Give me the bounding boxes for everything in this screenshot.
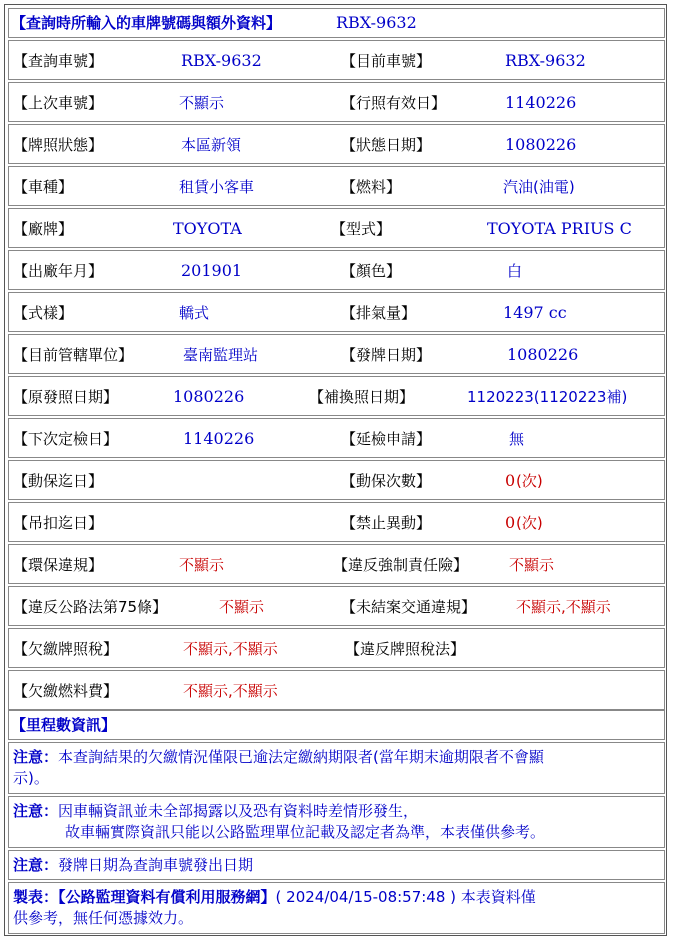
note-text: 本查詢結果的欠繳情況僅限已逾法定繳納期限者(當年期末逾期限者不會顯 (58, 748, 544, 766)
note-overdue (13, 747, 660, 789)
field-value: TOYOTA PRIUS C (487, 219, 632, 238)
info-row (8, 82, 665, 122)
note-key: 注意： (13, 856, 59, 874)
info-row (8, 586, 665, 626)
note-overdue-row (8, 742, 665, 794)
info-row (8, 334, 665, 374)
field-value: 不顯示,不顯示 (183, 640, 278, 658)
field-value: RBX-9632 (181, 51, 262, 70)
field-label: 【牌照狀態】 (13, 136, 104, 154)
field-label: 【違反牌照稅法】 (345, 640, 466, 658)
info-row (8, 166, 665, 206)
info-row (8, 250, 665, 290)
field-label: 【燃料】 (341, 178, 402, 196)
field-label: 【型式】 (331, 220, 392, 238)
tabulation-key: 製表： (13, 888, 59, 906)
note-issue-date-row (8, 850, 665, 880)
field-label: 【上次車號】 (13, 94, 104, 112)
note-text: 示)。 (13, 769, 49, 787)
info-row (8, 544, 665, 584)
field-value: 臺南監理站 (183, 346, 259, 364)
note-disclaimer-row (8, 796, 665, 848)
field-label: 【環保違規】 (13, 556, 104, 574)
field-unit: (次) (516, 514, 543, 532)
note-issue-date (13, 855, 660, 876)
field-value: 1080226 (505, 135, 577, 154)
note-text: 故車輛實際資訊只能以公路監理單位記載及認定者為準，本表僅供參考。 (65, 823, 546, 841)
info-row (8, 628, 665, 668)
field-value: 汽油(油電) (503, 178, 575, 196)
field-label: 【禁止異動】 (341, 514, 432, 532)
field-value: 不顯示 (509, 556, 555, 574)
field-value: 不顯示 (179, 94, 225, 112)
header-title-value: RBX-9632 (336, 13, 417, 32)
field-label: 【下次定檢日】 (13, 430, 119, 448)
field-value: 白 (507, 262, 523, 280)
field-value: 1080226 (507, 345, 579, 364)
note-text: 發牌日期為查詢車號發出日期 (58, 856, 254, 874)
info-row (8, 376, 665, 416)
field-value: 不顯示 (219, 598, 265, 616)
info-row (8, 292, 665, 332)
field-label: 【車種】 (13, 178, 74, 196)
info-row (8, 418, 665, 458)
field-value: 1497 cc (503, 303, 567, 322)
note-text: 因車輛資訊並未全部揭露以及恐有資料時差情形發生， (58, 802, 419, 820)
info-row (8, 208, 665, 248)
tabulation-text: ( 2024/04/15-08:57:48 ) 本表資料僅 (275, 888, 536, 906)
field-label: 【廠牌】 (13, 220, 74, 238)
info-row (8, 40, 665, 80)
field-value: 租賃小客車 (179, 178, 255, 196)
field-label: 【未結案交通違規】 (341, 598, 477, 616)
field-label: 【出廠年月】 (13, 262, 104, 280)
note-disclaimer (13, 801, 660, 843)
service-link[interactable]: 【公路監理資料有償利用服務網】 (58, 888, 276, 906)
field-label: 【欠繳牌照稅】 (13, 640, 119, 658)
field-label: 【目前管轄單位】 (13, 346, 134, 364)
info-row (8, 124, 665, 164)
field-label: 【排氣量】 (341, 304, 417, 322)
field-value: 0 (505, 471, 516, 490)
field-label: 【查詢車號】 (13, 52, 104, 70)
header-title-label: 【查詢時所輸入的車牌號碼與額外資料】 (11, 14, 282, 32)
tabulation-note (13, 887, 660, 929)
field-label: 【發牌日期】 (341, 346, 432, 364)
field-value: 1080226 (173, 387, 245, 406)
field-label: 【違反公路法第75條】 (13, 598, 168, 616)
field-value: 201901 (181, 261, 243, 280)
field-label: 【補換照日期】 (309, 388, 415, 406)
mileage-row (8, 710, 665, 740)
field-value: 1120223(1120223補) (467, 388, 628, 406)
header-row (8, 8, 665, 38)
field-value: RBX-9632 (505, 51, 586, 70)
info-row (8, 502, 665, 542)
field-value: 1140226 (183, 429, 255, 448)
info-row (8, 670, 665, 710)
field-value: 0 (505, 513, 516, 532)
info-row (8, 460, 665, 500)
field-label: 【動保次數】 (341, 472, 432, 490)
field-value: 1140226 (505, 93, 577, 112)
mileage-label: 【里程數資訊】 (11, 716, 117, 734)
field-unit: (次) (516, 472, 543, 490)
field-label: 【行照有效日】 (341, 94, 447, 112)
field-label: 【式樣】 (13, 304, 74, 322)
field-value: 轎式 (179, 304, 210, 322)
field-value: 本區新領 (181, 136, 242, 154)
field-value: TOYOTA (173, 219, 242, 238)
field-label: 【狀態日期】 (341, 136, 432, 154)
note-key: 注意： (13, 748, 59, 766)
field-label: 【延檢申請】 (341, 430, 432, 448)
field-value: 不顯示 (179, 556, 225, 574)
field-label: 【動保迄日】 (13, 472, 104, 490)
note-key: 注意： (13, 802, 59, 820)
tabulation-row (8, 882, 665, 934)
field-label: 【吊扣迄日】 (13, 514, 104, 532)
field-value: 無 (509, 430, 525, 448)
field-label: 【欠繳燃料費】 (13, 682, 119, 700)
field-label: 【顏色】 (341, 262, 402, 280)
tabulation-text: 供參考，無任何憑據效力。 (13, 909, 194, 927)
field-label: 【目前車號】 (341, 52, 432, 70)
field-label: 【違反強制責任險】 (333, 556, 469, 574)
field-label: 【原發照日期】 (13, 388, 119, 406)
field-value: 不顯示,不顯示 (183, 682, 278, 700)
field-value: 不顯示,不顯示 (516, 598, 611, 616)
